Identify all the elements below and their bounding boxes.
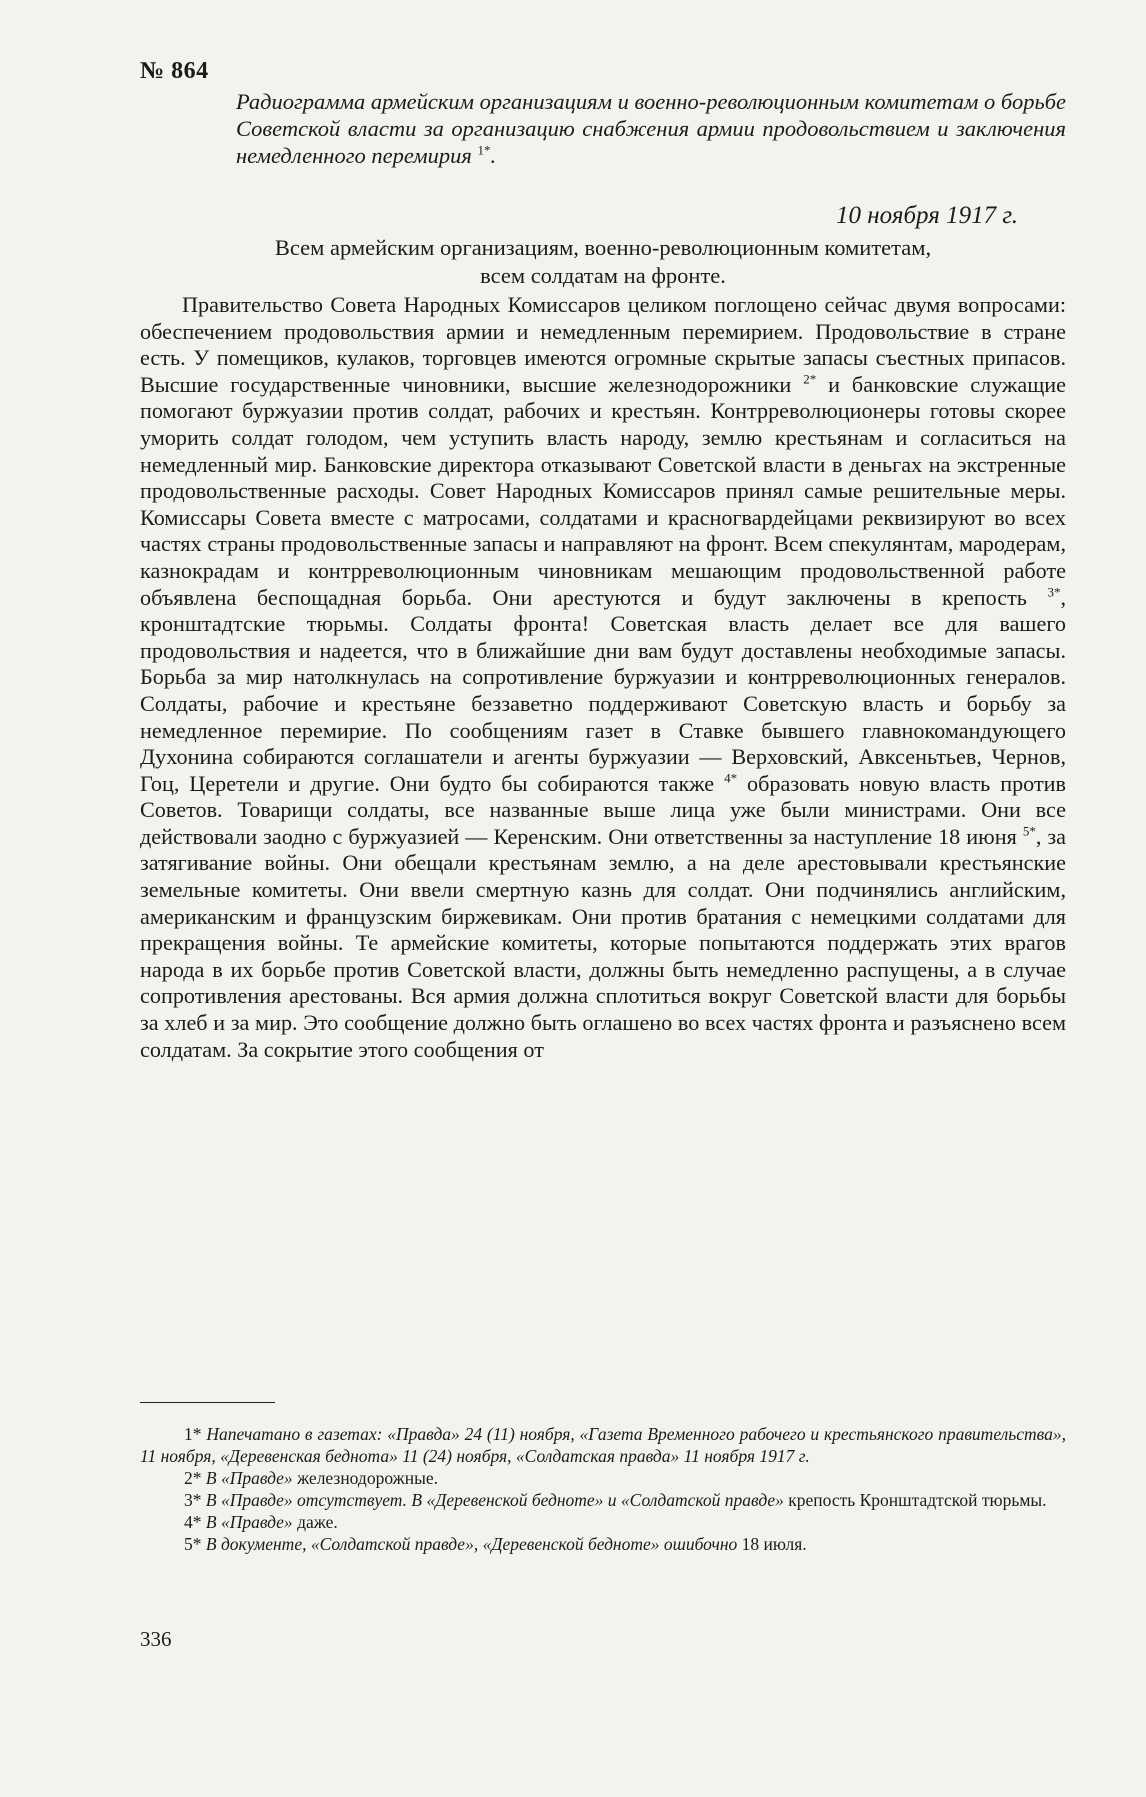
body-segment-3: , кронштадтские тюрьмы. Солдаты фронта! Советская власть делает все для вашего продовольствия и надеется, что в ближайшие дни вам будут доставлены необходимые запасы. Борьба за мир натолкнулась на сопротивление буржуазии и контрреволюционных генералов. Солдаты, рабочие и крестьяне беззаветно поддерживают Советскую власть и борьбу за немедленное перемирие. По сообщениям газет в Ставке бывшего главнокомандующего Духонина собираются соглашатели и агенты буржуазии — Верховский, Авксеньтьев, Чернов, Гоц, Церетели и другие. Они будто бы собираются также bbox=[140, 584, 1067, 796]
address-line-1: Всем армейским организациям, военно-революционным комитетам, bbox=[274, 235, 932, 260]
footnote-2-mark: 2* bbox=[184, 1468, 202, 1488]
footnotes bbox=[140, 1423, 1066, 1555]
body-segment-2: и банковские служащие помогают буржуазии против солдат, рабочих и крестьян. Контрреволюционеры готовы скорее уморить солдат голодом, чем уступить власть народу, землю крестьянам и согласиться на немедленный мир. Банковские директора отказывают Советской власти в деньгах на экстренные продовольственные расходы. Совет Народных Комиссаров принял самые решительные меры. Комиссары Совета вместе с матросами, солдатами и красногвардейцами реквизируют во всех частях страны продовольственные запасы и направляют на фронт. Всем спекулянтам, мародерам, казнокрадам и контрреволюционным чиновникам мешающим продовольственной работе объявлена беспощадная борьба. Они арестуются и будут заключены в крепость bbox=[140, 371, 1067, 610]
footnote-5 bbox=[140, 1533, 1066, 1555]
body-segment-4: образовать новую власть против Советов. Товарищи солдаты, все названные выше лица уже были министрами. Они все действовали заодно с буржуазией — Керенским. Они ответственны за наступление 18 июня bbox=[140, 770, 1067, 849]
document-date: 10 ноября 1917 г. bbox=[836, 202, 1018, 229]
footnote-1 bbox=[140, 1423, 1066, 1467]
footnote-1-mark: 1* bbox=[184, 1424, 202, 1444]
document-title bbox=[236, 88, 1066, 169]
body-footnote-mark-2[interactable]: 2* bbox=[803, 371, 817, 387]
body-footnote-mark-3[interactable]: 3* bbox=[1047, 584, 1061, 600]
title-footnote-mark[interactable]: 1* bbox=[477, 142, 491, 158]
body-footnote-mark-4[interactable]: 4* bbox=[724, 770, 738, 786]
document-number: № 864 bbox=[140, 58, 209, 84]
footnote-5-text: 18 июля. bbox=[737, 1534, 807, 1554]
footnote-4-mark: 4* bbox=[184, 1512, 202, 1532]
title-period: . bbox=[490, 143, 497, 168]
footnote-4-source: В «Правде» bbox=[205, 1512, 293, 1532]
page-number: 336 bbox=[140, 1627, 172, 1651]
footnote-4-text: даже. bbox=[292, 1512, 338, 1532]
footnote-2 bbox=[140, 1467, 1066, 1489]
body-footnote-mark-5[interactable]: 5* bbox=[1022, 823, 1036, 839]
body-segment-1: Правительство Совета Народных Комиссаров целиком поглощено сейчас двумя вопросами: обеспечением продовольствия армии и немедленным перемирием. Продовольствие в стране есть. У помещиков, кулаков, торговцев имеются огромные скрытые запасы съестных припасов. Высшие государственные чиновники, высшие железнодорожники bbox=[140, 292, 1066, 397]
footnote-5-mark: 5* bbox=[184, 1534, 202, 1554]
footnote-1-text: Напечатано в газетах: «Правда» 24 (11) ноября, «Газета Временного рабочего и крестьянского правительства», 11 ноября, «Деревенская беднота» 11 (24) ноября, «Солдатская правда» 11 ноября 1917 г. bbox=[140, 1424, 1066, 1466]
footnote-divider bbox=[140, 1402, 275, 1403]
body-segment-5: , за затягивание войны. Они обещали крестьянам землю, а на деле арестовывали крестьянские земельные комитеты. Они ввели смертную казнь для солдат. Они подчинялись английским, американским и французским биржевикам. Они против братания с немецкими солдатами для прекращения войны. Те армейские комитеты, которые попытаются поддержать этих врагов народа в их борьбе против Советской власти, должны быть немедленно распущены, а в случае сопротивления арестованы. Вся армия должна сплотиться вокруг Советской власти для борьбы за хлеб и за мир. Это сообщение должно быть оглашено во всех частях фронта и разъяснено всем солдатам. За сокрытие этого сообщения от bbox=[140, 823, 1066, 1062]
footnote-5-source: В документе, «Солдатской правде», «Деревенской бедноте» ошибочно bbox=[205, 1534, 738, 1554]
document-body bbox=[140, 292, 1066, 1063]
footnote-3-source: В «Правде» отсутствует. В «Деревенской бедноте» и «Солдатской правде» bbox=[205, 1490, 784, 1510]
document-address bbox=[140, 234, 1066, 290]
title-text: Радиограмма армейским организациям и военно-революционным комитетам о борьбе Советской власти за организацию снабжения армии продовольствием и заключения немедленного перемирия bbox=[236, 89, 1066, 168]
address-line-2: всем солдатам на фронте. bbox=[480, 263, 726, 288]
footnote-4 bbox=[140, 1511, 1066, 1533]
footnote-2-source: В «Правде» bbox=[205, 1468, 293, 1488]
footnote-3-text: крепость Кронштадтской тюрьмы. bbox=[783, 1490, 1047, 1510]
footnote-3-mark: 3* bbox=[184, 1490, 202, 1510]
footnote-2-text: железнодорожные. bbox=[292, 1468, 439, 1488]
footnote-3 bbox=[140, 1489, 1066, 1511]
